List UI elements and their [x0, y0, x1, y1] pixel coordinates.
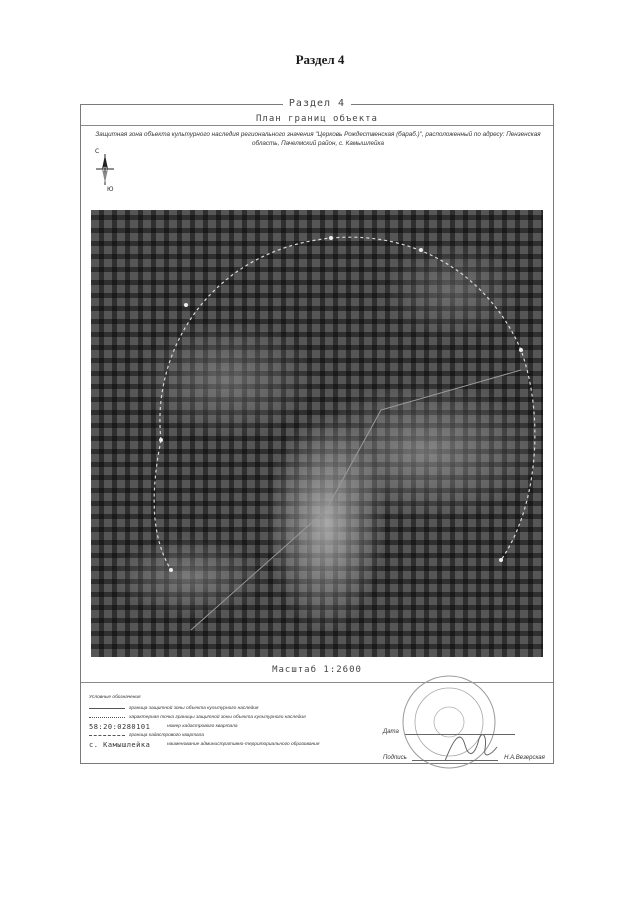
compass-south-label: Ю	[107, 186, 114, 193]
legend-symbol-cadastral-number: 58:20:0280101	[89, 722, 151, 731]
signature-label: Подпись	[383, 755, 407, 761]
road-line	[381, 370, 521, 410]
legend-text: наименование административно-территориального образования	[167, 742, 320, 747]
divider	[81, 125, 553, 126]
protection-zone-boundary-lower	[154, 440, 171, 570]
boundary-point	[184, 303, 188, 307]
legend-symbol-quarter-boundary	[89, 735, 125, 736]
date-label: Дата	[383, 729, 399, 735]
legend-text: граница защитной зоны объекта культурного наследия	[129, 706, 259, 711]
boundary-point	[419, 248, 423, 252]
compass-rose-icon	[93, 145, 117, 193]
boundary-point	[519, 348, 523, 352]
protection-zone-boundary	[160, 237, 535, 560]
legend-item	[89, 704, 349, 713]
section-tag: Раздел 4	[283, 98, 351, 109]
compass-north-label: С	[95, 148, 100, 155]
map-scale: Масштаб 1:2600	[272, 665, 362, 675]
aerial-map-image	[91, 210, 543, 657]
legend-item	[89, 740, 349, 749]
boundary-point	[159, 438, 163, 442]
signer-name: Н.А.Везерская	[504, 755, 545, 761]
legend-text: граница кадастрового квартала	[129, 733, 205, 738]
map-overlay	[91, 210, 543, 657]
page-heading: Раздел 4	[295, 52, 345, 67]
legend-item	[89, 722, 349, 731]
legend-item	[89, 731, 349, 740]
legend-symbol-boundary	[89, 708, 125, 709]
road-line	[326, 410, 381, 510]
legend	[89, 695, 349, 749]
boundary-point	[169, 568, 173, 572]
legend-item	[89, 713, 349, 722]
legend-symbol-point	[89, 717, 125, 718]
boundary-point	[499, 558, 503, 562]
handwritten-signature-icon	[441, 725, 501, 767]
legend-symbol-settlement: с. Камышлейка	[89, 740, 151, 749]
object-description: Защитная зона объекта культурного наследия регионального значения "Церковь Рождественская (бараб.)", расположенный по адресу: Пензенская область, Пачелмский район, с. Камышлейка	[95, 131, 541, 147]
plan-title: План границ объекта	[256, 114, 378, 124]
road-line	[191, 510, 326, 630]
legend-text: характерная точка границы защитной зоны объекта культурного наследия	[129, 715, 306, 720]
legend-title: Условные обозначения	[89, 695, 141, 700]
boundary-point	[329, 236, 333, 240]
legend-text: номер кадастрового квартала	[167, 724, 238, 729]
map-sheet-frame	[80, 98, 554, 764]
